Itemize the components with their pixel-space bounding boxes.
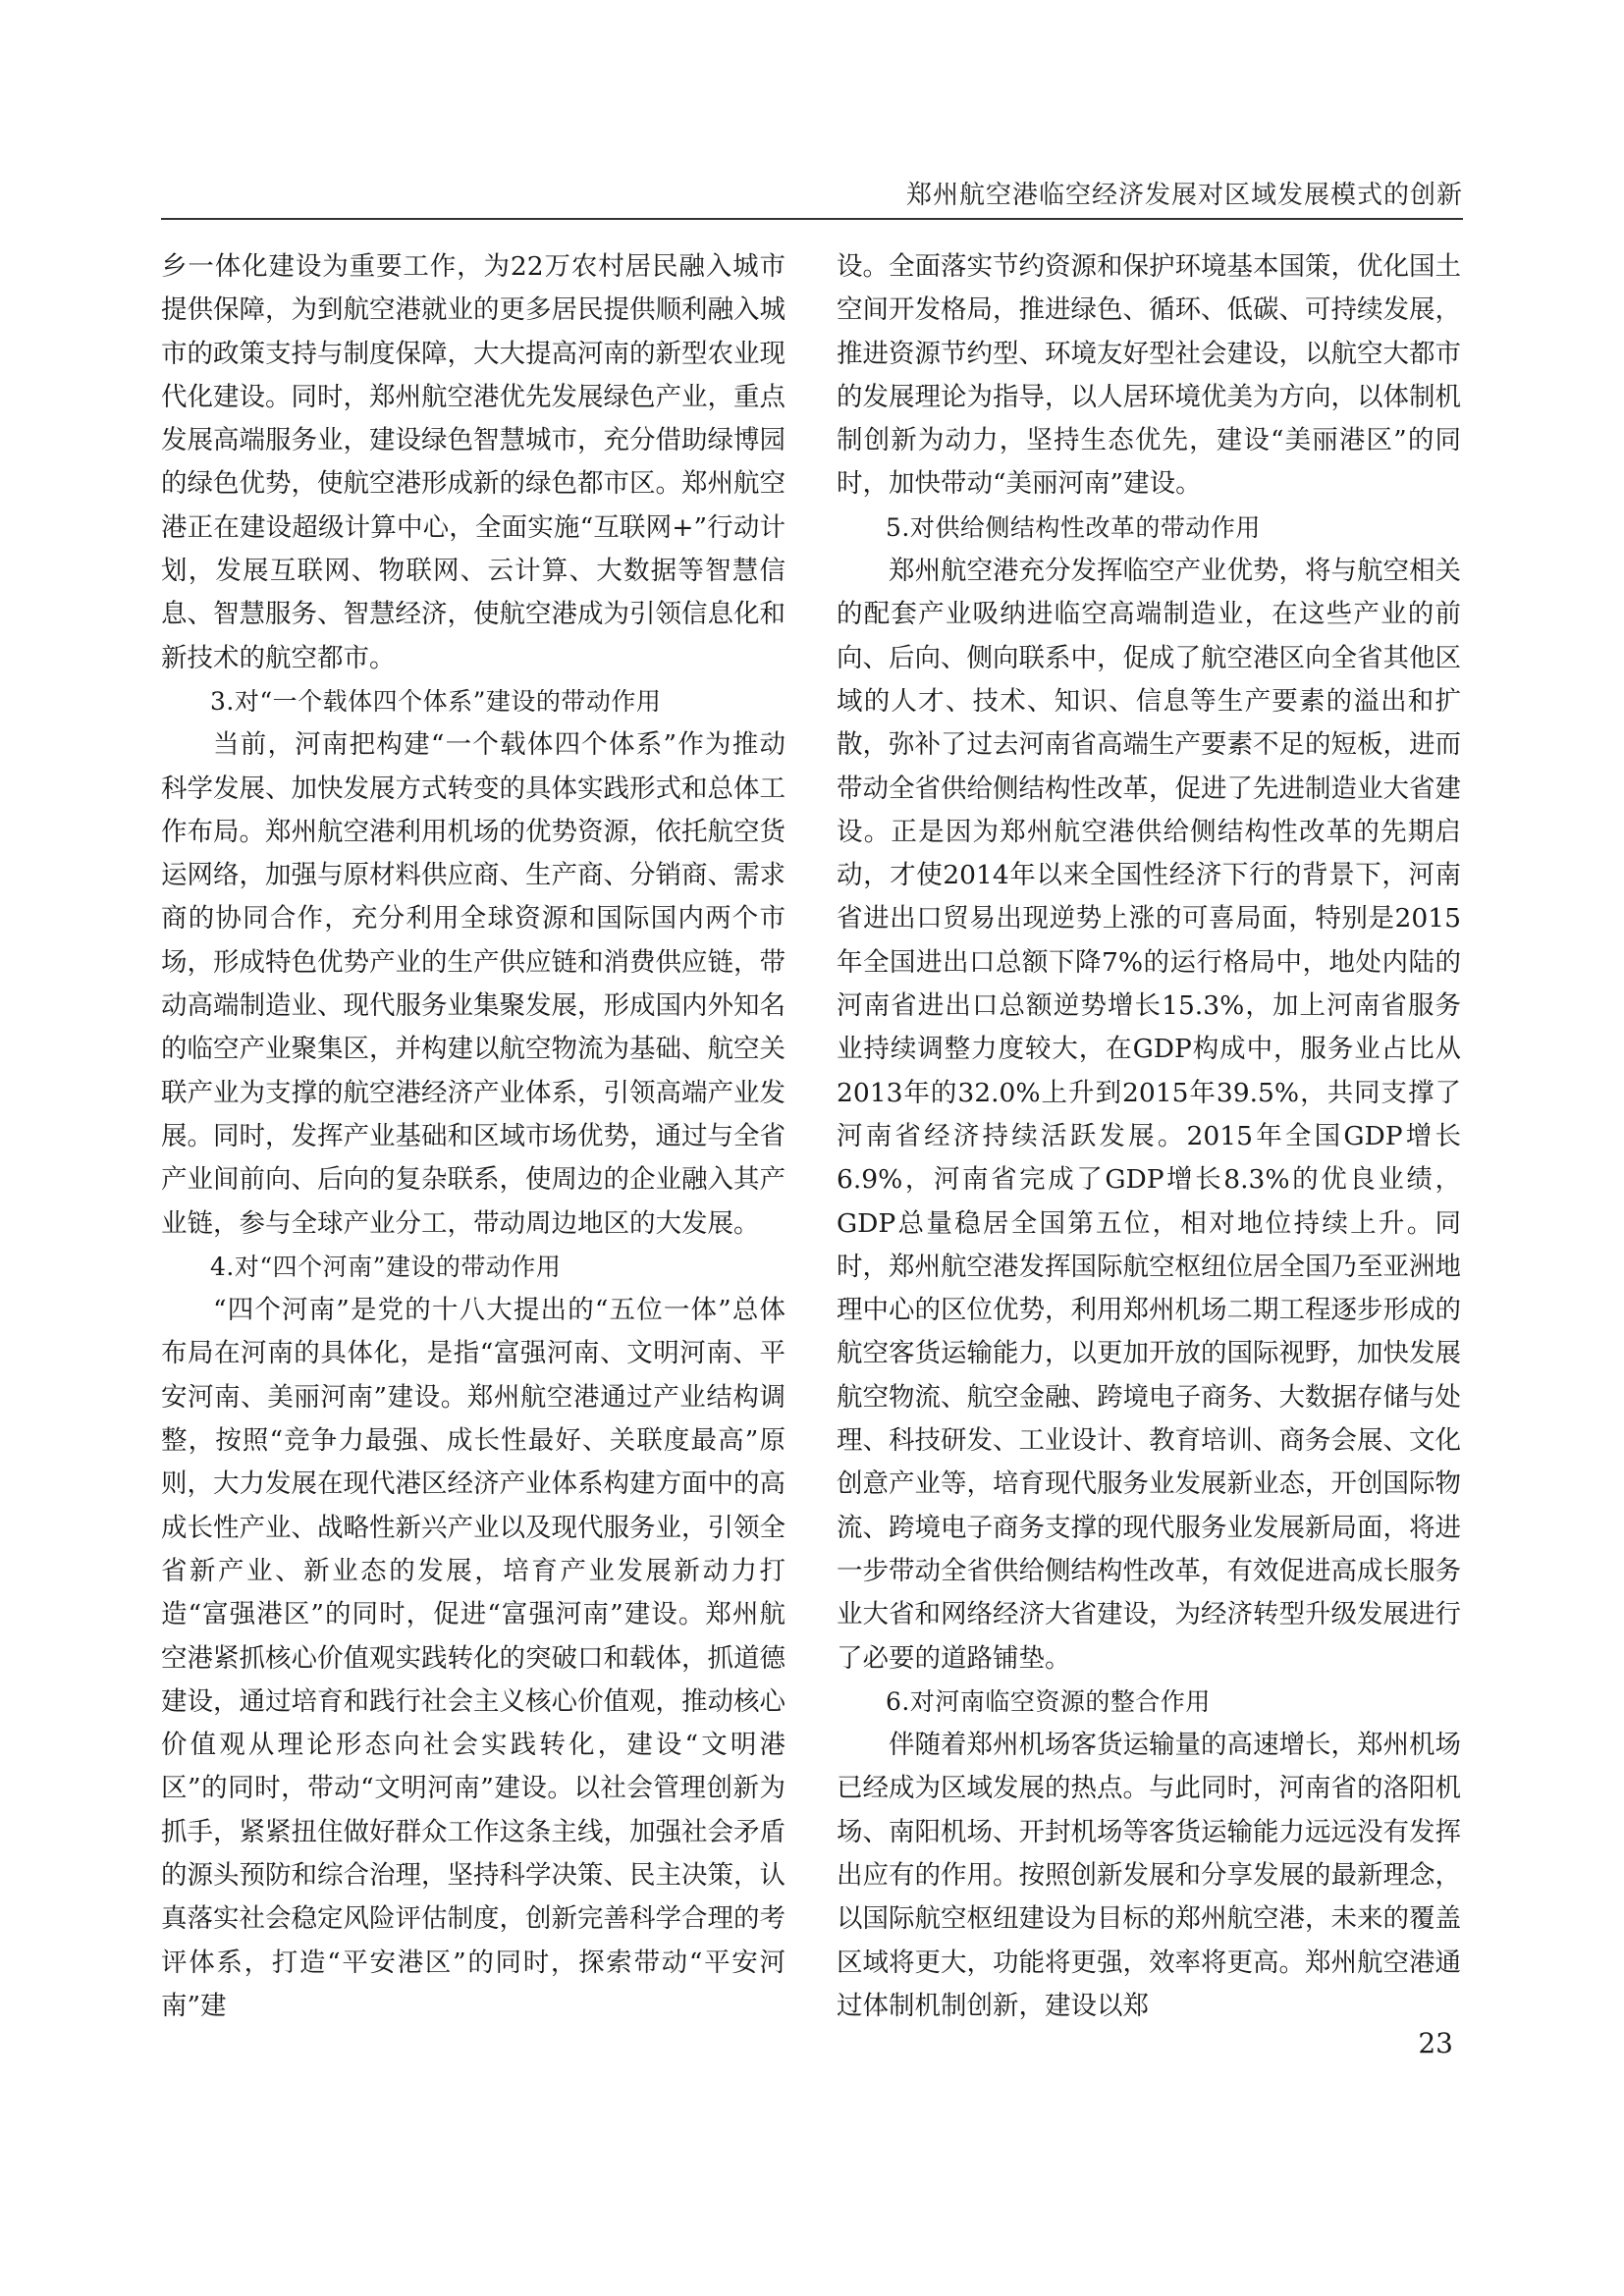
paragraph-section-4: “四个河南”是党的十八大提出的“五位一体”总体布局在河南的具体化，是指“富强河南、文明河南、平安河南、美丽河南”建设。郑州航空港通过产业结构调整，按照“竞争力最强、成长性最好、关联度最高”原则，大力发展在现代港区经济产业体系构建方面中的高成长性产业、战略性新兴产业以及现代服务业，引领全省新产业、新业态的发展，培育产业发展新动力打造“富强港区”的同时，促进“富强河南”建设。郑州航空港紧抓核心价值观实践转化的突破口和载体，抓道德建设，通过培育和践行社会主义核心价值观，推动核心价值观从理论形态向社会实践转化，建设“文明港区”的同时，带动“文明河南”建设。以社会管理创新为抓手，紧紧扭住做好群众工作这条主线，加强社会矛盾的源头预防和综合治理，坚持科学决策、民主决策，认真落实社会稳定风险评估制度，创新完善科学合理的考评体系，打造“平安港区”的同时，探索带动“平安河南”建 [161,1295,785,2021]
section-heading-4: 4.对“四个河南”建设的带动作用 [210,1252,562,1281]
section-heading-5: 5.对供给侧结构性改革的带动作用 [886,512,1261,542]
section-heading-6: 6.对河南临空资源的整合作用 [886,1686,1211,1716]
page-number: 23 [1418,2027,1453,2059]
paragraph-continuation: 乡一体化建设为重要工作，为22万农村居民融入城市提供保障，为到航空港就业的更多居民提供顺利融入城市的政策支持与制度保障，大大提高河南的新型农业现代化建设。同时，郑州航空港优先发展绿色产业，重点发展高端服务业，建设绿色智慧城市，充分借助绿博园的绿色优势，使航空港形成新的绿色都市区。郑州航空港正在建设超级计算中心，全面实施“互联网+”行动计划，发展互联网、物联网、云计算、大数据等智慧信息、智慧服务、智慧经济，使航空港成为引领信息化和新技术的航空都市。 [161,251,785,673]
paragraph-continuation: 设。全面落实节约资源和保护环境基本国策，优化国土空间开发格局，推进绿色、循环、低碳、可持续发展，推进资源节约型、环境友好型社会建设，以航空大都市的发展理论为指导，以人居环境优美为方向，以体制机制创新为动力，坚持生态优先，建设“美丽港区”的同时，加快带动“美丽河南”建设。 [837,251,1461,500]
header-rule [161,218,1463,220]
paragraph-section-3: 当前，河南把构建“一个载体四个体系”作为推动科学发展、加快发展方式转变的具体实践形式和总体工作布局。郑州航空港利用机场的优势资源，依托航空货运网络，加强与原材料供应商、生产商、分销商、需求商的协同合作，充分利用全球资源和国际国内两个市场，形成特色优势产业的生产供应链和消费供应链，带动高端制造业、现代服务业集聚发展，形成国内外知名的临空产业聚集区，并构建以航空物流为基础、航空关联产业为支撑的航空港经济产业体系，引领高端产业发展。同时，发挥产业基础和区域市场优势，通过与全省产业间前向、后向的复杂联系，使周边的企业融入其产业链，参与全球产业分工，带动周边地区的大发展。 [161,729,785,1239]
right-column [837,245,1461,2028]
running-header: 郑州航空港临空经济发展对区域发展模式的创新 [905,181,1463,210]
paragraph-section-6: 伴随着郑州机场客货运输量的高速增长，郑州机场已经成为区域发展的热点。与此同时，河南省的洛阳机场、南阳机场、开封机场等客货运输能力远远没有发挥出应有的作用。按照创新发展和分享发展的最新理念，以国际航空枢纽建设为目标的郑州航空港，未来的覆盖区域将更大，功能将更强，效率将更高。郑州航空港通过体制机制创新，建设以郑 [837,1730,1461,2021]
paragraph-section-5: 郑州航空港充分发挥临空产业优势，将与航空相关的配套产业吸纳进临空高端制造业，在这些产业的前向、后向、侧向联系中，促成了航空港区向全省其他区域的人才、技术、知识、信息等生产要素的溢出和扩散，弥补了过去河南省高端生产要素不足的短板，进而带动全省供给侧结构性改革，促进了先进制造业大省建设。正是因为郑州航空港供给侧结构性改革的先期启动，才使2014年以来全国性经济下行的背景下，河南省进出口贸易出现逆势上涨的可喜局面，特别是2015年全国进出口总额下降7%的运行格局中，地处内陆的河南省进出口总额逆势增长15.3%，加上河南省服务业持续调整力度较大，在GDP构成中，服务业占比从2013年的32.0%上升到2015年39.5%，共同支撑了河南省经济持续活跃发展。2015年全国GDP增长6.9%，河南省完成了GDP增长8.3%的优良业绩，GDP总量稳居全国第五位，相对地位持续上升。同时，郑州航空港发挥国际航空枢纽位居全国乃至亚洲地理中心的区位优势，利用郑州机场二期工程逐步形成的航空客货运输能力，以更加开放的国际视野，加快发展航空物流、航空金融、跨境电子商务、大数据存储与处理、科技研发、工业设计、教育培训、商务会展、文化创意产业等，培育现代服务业发展新业态，开创国际物流、跨境电子商务支撑的现代服务业发展新局面，将进一步带动全省供给侧结构性改革，有效促进高成长服务业大省和网络经济大省建设，为经济转型升级发展进行了必要的道路铺垫。 [837,556,1461,1674]
section-heading-3: 3.对“一个载体四个体系”建设的带动作用 [210,686,662,716]
left-column [161,245,785,2028]
